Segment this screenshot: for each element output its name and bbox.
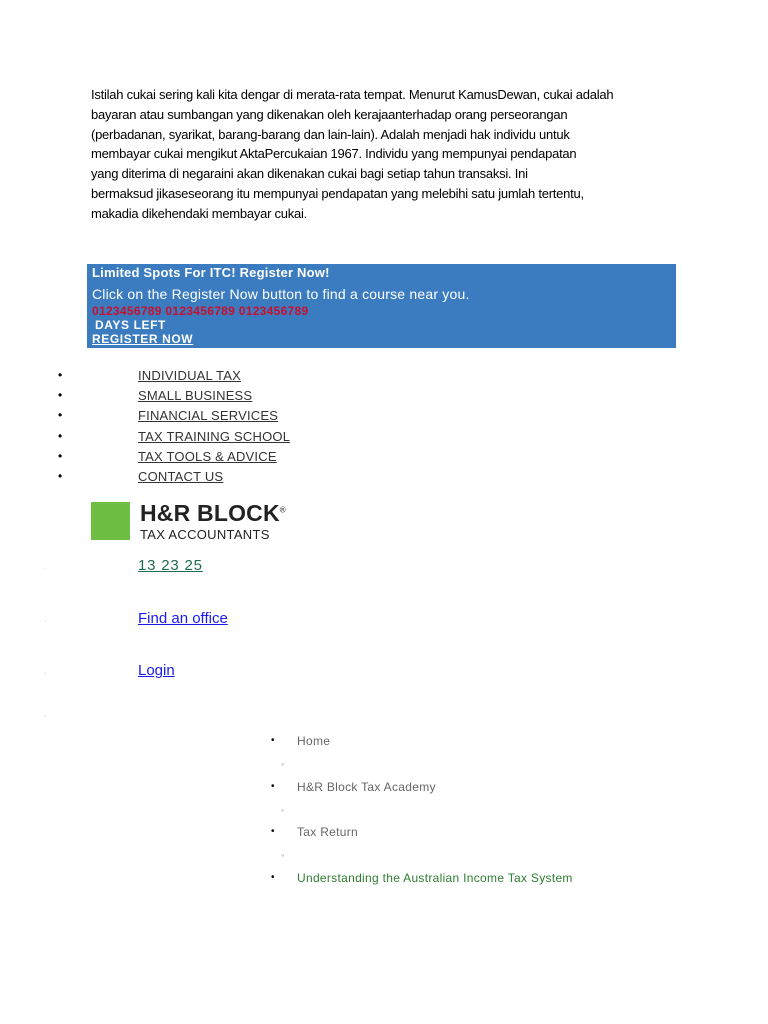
bullet-icon: •: [58, 448, 63, 463]
intro-paragraph: [91, 85, 671, 224]
bullet-icon: •: [58, 408, 63, 423]
bullet-icon: •: [271, 735, 275, 746]
nav-link-small-business[interactable]: SMALL BUSINESS: [138, 388, 253, 404]
main-nav-item-financial-services: [0, 407, 768, 427]
main-nav-item-tax-training-school: [0, 428, 768, 448]
banner-title: Limited Spots For ITC! Register Now!: [92, 265, 330, 280]
dot-icon: ·: [44, 713, 47, 720]
register-now-link[interactable]: REGISTER NOW: [92, 332, 194, 346]
find-office-link[interactable]: Find an office: [138, 610, 228, 627]
bullet-icon: •: [271, 826, 275, 838]
circle-bullet-icon: ◦: [281, 804, 285, 815]
intro-line: bermaksud jikaseseorang itu mempunyai pendapatan yang melebihi satu jumlah tertentu,: [91, 185, 584, 201]
main-nav-item-contact-us: [0, 468, 768, 488]
breadcrumb: [0, 733, 768, 915]
bullet-icon: •: [58, 388, 63, 403]
days-left-label: DAYS LEFT: [95, 318, 166, 332]
bullet-icon: •: [58, 368, 63, 382]
nav-link-financial-services[interactable]: FINANCIAL SERVICES: [138, 408, 279, 424]
intro-line: (perbadanan, syarikat, barang-barang dan lain-lain). Adalah menjadi hak individu untuk: [91, 126, 570, 142]
logo-brand-text: [140, 500, 286, 527]
intro-line: makadia dikehendaki membayar cukai.: [91, 205, 307, 221]
dot-icon: ·: [44, 618, 47, 625]
main-nav-item-individual-tax: [0, 367, 768, 387]
breadcrumb-link-home[interactable]: Home: [297, 734, 331, 748]
login-link[interactable]: Login: [138, 662, 175, 679]
breadcrumb-current-page: Understanding the Australian Income Tax System: [297, 870, 573, 885]
promo-banner: [87, 264, 676, 348]
nav-link-tax-tools-advice[interactable]: TAX TOOLS & ADVICE: [138, 448, 277, 464]
circle-bullet-icon: ◦: [281, 850, 285, 861]
intro-line: Istilah cukai sering kali kita dengar di merata-rata tempat. Menurut KamusDewan, cukai adalah: [91, 87, 614, 102]
nav-link-individual-tax[interactable]: INDIVIDUAL TAX: [138, 368, 241, 383]
bullet-icon: •: [58, 468, 63, 483]
bullet-icon: •: [271, 871, 275, 883]
logo-square-icon: [91, 502, 130, 540]
banner-subtitle: Click on the Register Now button to find a course near you.: [92, 286, 470, 302]
main-nav-item-small-business: [0, 387, 768, 407]
trademark-symbol: ®: [279, 505, 286, 515]
breadcrumb-item-tax-academy: [0, 779, 768, 825]
nav-link-tax-training-school[interactable]: TAX TRAINING SCHOOL: [138, 428, 291, 444]
logo-brand-name: H&R BLOCK: [140, 500, 280, 526]
bullet-icon: •: [58, 428, 63, 443]
breadcrumb-item-home: [0, 733, 768, 779]
intro-line: membayar cukai mengikut AktaPercukaian 1967. Individu yang mempunyai pendapatan: [91, 146, 577, 162]
hr-block-logo[interactable]: [91, 501, 331, 541]
breadcrumb-link-tax-academy[interactable]: H&R Block Tax Academy: [297, 779, 436, 794]
countdown-digits: 0123456789 0123456789 0123456789: [92, 304, 309, 318]
breadcrumb-item-current: [0, 870, 768, 916]
circle-bullet-icon: ◦: [281, 759, 285, 769]
logo-tagline: TAX ACCOUNTANTS: [140, 527, 270, 542]
bullet-icon: •: [271, 780, 275, 792]
intro-line: bayaran atau sumbangan yang dikenakan oleh kerajaanterhadap orang perseorangan: [91, 106, 568, 122]
breadcrumb-item-tax-return: [0, 824, 768, 870]
intro-line: yang diterima di negaraini akan dikenakan cukai bagi setiap tahun transaksi. Ini: [91, 166, 528, 182]
nav-link-contact-us[interactable]: CONTACT US: [138, 468, 224, 484]
dot-icon: ·: [44, 670, 47, 677]
dot-icon: ·: [44, 565, 47, 572]
main-nav-item-tax-tools-advice: [0, 448, 768, 468]
breadcrumb-link-tax-return[interactable]: Tax Return: [297, 825, 359, 840]
main-nav: [0, 367, 768, 488]
phone-link[interactable]: 13 23 25: [138, 557, 203, 574]
